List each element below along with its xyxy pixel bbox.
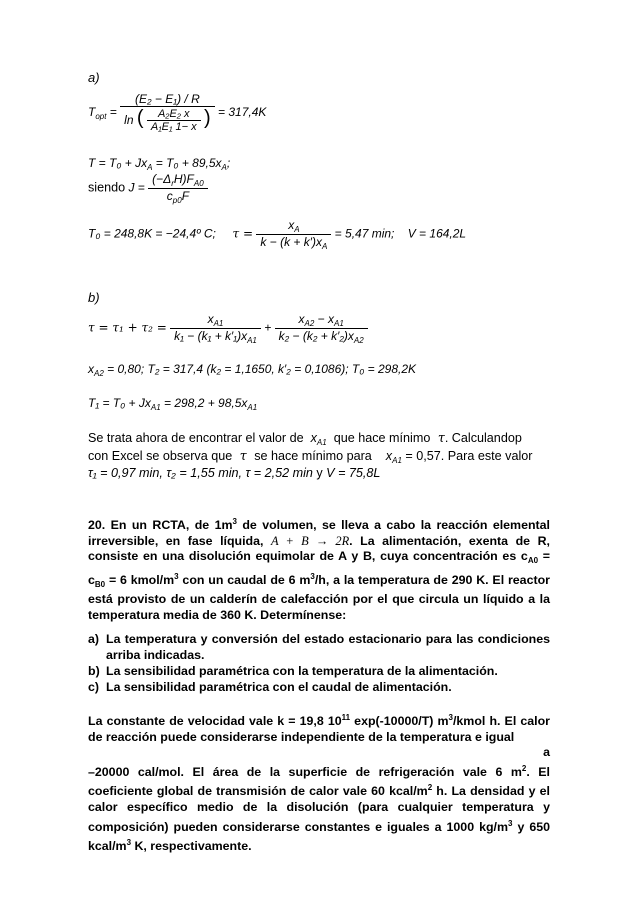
tau-denominator: $k - (k + k')x_A$	[260, 235, 328, 251]
t0-tau-equation	[88, 218, 466, 251]
ln-label: ln	[124, 113, 134, 127]
topt-inner-den: A₁E₁ 1− x	[150, 121, 197, 134]
problem-20-statement: 20. En un RCTA, de $1m^3$ de volumen, se lleva a cabo la reacción elemental irreversible, en fase líquida, A + B → 2R. La alimentación, exenta de R, consiste en una disolución equimolar de A y B, cuya concentración es $c_{A0} = c_{B0} = 6$ kmol/$m^3$ con un caudal de 6 $m^3/h$, a la temperatura de 290 K. El reactor está provisto de un calderín de calefacción por el que circula un líquido a la temperatura media de 360 K. Determínense:	[88, 517, 550, 622]
topt-inner-fraction	[147, 108, 201, 133]
tau-fraction	[256, 218, 331, 251]
t-equation: $T = T_0 + Jx_A = T_0 + 89,5x_A$;	[88, 156, 231, 172]
params-equation: $x_{A2} = 0,80$; T₂ = 317,4 (k₂ = 1,1650, k′₂ = 0,1086); T₀ = 298,2K	[88, 362, 417, 378]
tau-numerator: $x_A$	[256, 218, 331, 235]
j-fraction	[148, 172, 208, 205]
tau-symbol: τ =	[232, 226, 254, 241]
j-equation: siendo J = $\frac{(-\Delta_rH)F_{A0}}{c_{p0}F}$	[88, 172, 208, 205]
list-item: c) La sensibilidad paramétrica con el caudal de alimentación.	[88, 680, 452, 694]
t0-value: T₀ = 248,8K = −24,4º C;	[88, 226, 216, 241]
topt-inner-num: A₂E₂ x	[147, 108, 201, 121]
problem-20-data: La constante de velocidad vale k = 19,8 $10^{11}$ exp(-10000/T) $m^3$/kmol h. El calor de reacción puede considerarse independiente de la temperatura e igual a –20000 cal/mol. El área de la superficie de refrigeración vale 6 $m^2$. El coeficiente global de transmisión de calor vale 60 kcal/$m^2$ h. La densidad y el calor específico medio de la disolución (para cualquier temperatura y composición) pueden considerarse constantes e iguales a 1000 $kg/m^3$ y 650 kcal/$m^3$ K, respectivamente.	[88, 713, 550, 854]
paragraph-line-2: con Excel se observa que τ se hace mínimo para $x_{A1} = 0,57$. Para este valor	[88, 448, 533, 465]
tau2-fraction: $\frac{x_{A2} - x_{A1}}{k_2 - (k_2 + k'_2)x_{A2}}$	[275, 312, 368, 345]
part-b-label: b)	[88, 290, 100, 305]
t1-equation: $T_1 = T_0 + Jx_{A1} = 298,2 + 98,5x_{A1}$	[88, 396, 258, 412]
tau-sum: τ = τ₁ + τ₂ =	[88, 320, 167, 335]
topt-equation	[88, 92, 266, 133]
siendo-label: siendo	[88, 180, 126, 195]
j-numerator: $(-\Delta_rH)F_{A0}$	[148, 172, 208, 189]
topt-result: = 317,4K	[218, 104, 267, 119]
tau1-fraction: $\frac{x_{A1}}{k_1 - (k_1 + k'_1)x_{A1}}$	[170, 312, 261, 345]
topt-lhs: $T_{opt}$ =	[88, 104, 117, 121]
topt-denominator: ln ( $\frac{\text{A₂E₂ x}}{\text{A₁E₁ 1− x}}$ )	[124, 107, 211, 134]
list-item: a) La temperatura y conversión del estado estacionario para las condiciones arriba indicadas.	[88, 632, 550, 662]
paragraph-line-1: Se trata ahora de encontrar el valor de $x_{A1}$ que hace mínimo τ. Calculandop	[88, 430, 522, 447]
tau-result: = 5,47 min;	[334, 226, 395, 241]
tau-sum-equation: τ = τ₁ + τ₂ = $\frac{x_{A1}}{k_1 - (k_1 + k'_1)x_{A1}}$ + $\frac{x_{A2} - x_{A1}}{k_2 - (k_2 + k'_2)x_{A2}}$	[88, 312, 368, 345]
j-denominator: $c_{p0}F$	[166, 189, 190, 205]
topt-numerator: (E₂ − E₁) / R	[120, 92, 215, 107]
topt-fraction	[120, 92, 215, 133]
part-a-label: a)	[88, 70, 100, 85]
paragraph-line-3: τ₁ = 0,97 min, τ₂ = 1,55 min, τ = 2,52 min y V = 75,8L	[88, 466, 381, 480]
list-item: b) La sensibilidad paramétrica con la temperatura de la alimentación.	[88, 664, 498, 678]
v-result: V = 164,2L	[407, 226, 467, 241]
